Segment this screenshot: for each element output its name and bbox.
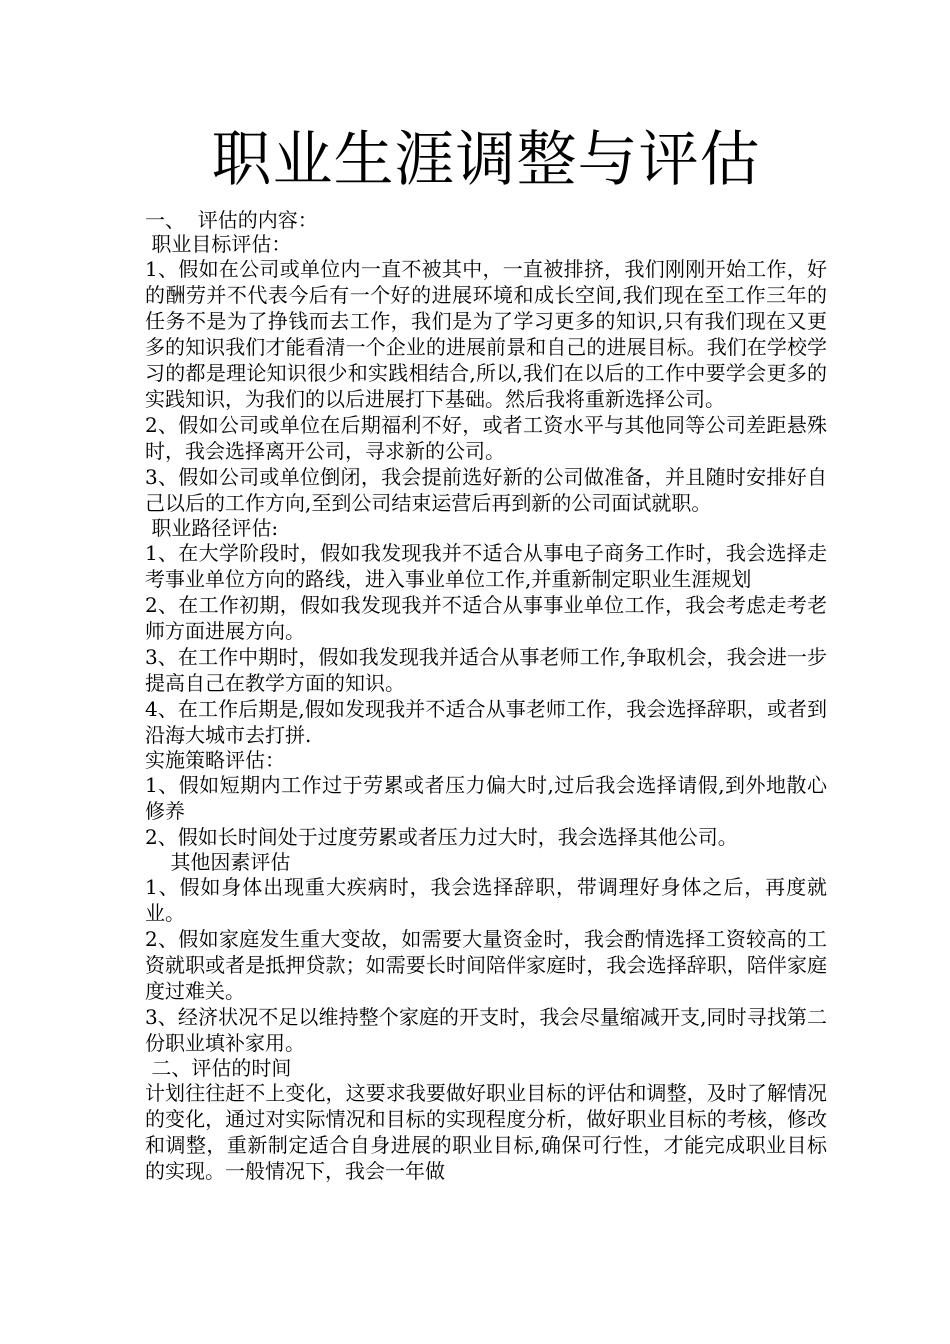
document-page — [145, 120, 827, 1184]
path-item-4: 4、在工作后期是,假如发现我并不适合从事老师工作，我会选择辞职，或者到沿海大城市去打拼. — [145, 697, 827, 747]
section-heading-content: 一、 评估的内容： — [145, 208, 318, 232]
subheading-other-factors: 其他因素评估 — [145, 850, 291, 874]
strategy-item-1: 1、假如短期内工作过于劳累或者压力偏大时,过后我会选择请假,到外地散心修养 — [145, 773, 827, 823]
document-title: 职业生涯调整与评估 — [211, 125, 761, 195]
section-heading-time: 二、评估的时间 — [145, 1056, 292, 1080]
time-body: 计划往往赶不上变化，这要求我要做好职业目标的评估和调整，及时了解情况的变化，通过对实际情况和目标的实现程度分析，做好职业目标的考核，修改和调整，重新制定适合自身进展的职业目标,确保可行性，才能完成职业目标的实现。一般情况下，我会一年做 — [145, 1081, 827, 1183]
goal-item-1: 1、假如在公司或单位内一直不被其中，一直被排挤，我们刚刚开始工作，好的酬劳并不代表今后有一个好的进展环境和成长空间,我们现在至工作三年的任务不是为了挣钱而去工作，我们是为了学习更多的知识,只有我们现在又更多的知识我们才能看清一个企业的进展前景和自己的进展目标。我们在学校学习的都是理论知识很少和实践相结合,所以,我们在以后的工作中要学会更多的实践知识，为我们的以后进展打下基础。然后我将重新选择公司。 — [145, 257, 827, 411]
other-item-3: 3、经济状况不足以维持整个家庭的开支时，我会尽量缩减开支,同时寻找第二份职业填补家用。 — [145, 1005, 827, 1055]
subheading-career-goal: 职业目标评估： — [145, 232, 292, 256]
path-item-2: 2、在工作初期，假如我发现我并不适合从事事业单位工作，我会考虑走考老师方面进展方向。 — [145, 593, 827, 643]
other-item-1: 1、假如身体出现重大疾病时，我会选择辞职，带调理好身体之后，再度就业。 — [145, 875, 827, 925]
goal-item-3: 3、假如公司或单位倒闭，我会提前选好新的公司做准备，并且随时安排好自己以后的工作方向,至到公司结束运营后再到新的公司面试就职。 — [145, 465, 827, 515]
subheading-career-path: 职业路径评估: — [145, 516, 279, 540]
subheading-strategy: 实施策略评估： — [145, 748, 285, 772]
goal-item-2: 2、假如公司或单位在后期福利不好，或者工资水平与其他同等公司差距悬殊时，我会选择离开公司，寻求新的公司。 — [145, 413, 827, 463]
path-item-3: 3、在工作中期时，假如我发现我并适合从事老师工作,争取机会，我会进一步提高自己在教学方面的知识。 — [145, 645, 827, 695]
path-item-1: 1、在大学阶段时，假如我发现我并不适合从事电子商务工作时，我会选择走考事业单位方向的路线，进入事业单位工作,并重新制定职业生涯规划 — [145, 541, 827, 591]
other-item-2: 2、假如家庭发生重大变故，如需要大量资金时，我会酌情选择工资较高的工资就职或者是抵押贷款；如需要长时间陪伴家庭时，我会选择辞职，陪伴家庭度过难关。 — [145, 927, 827, 1003]
strategy-item-2: 2、假如长时间处于过度劳累或者压力过大时，我会选择其他公司。 — [145, 825, 738, 849]
